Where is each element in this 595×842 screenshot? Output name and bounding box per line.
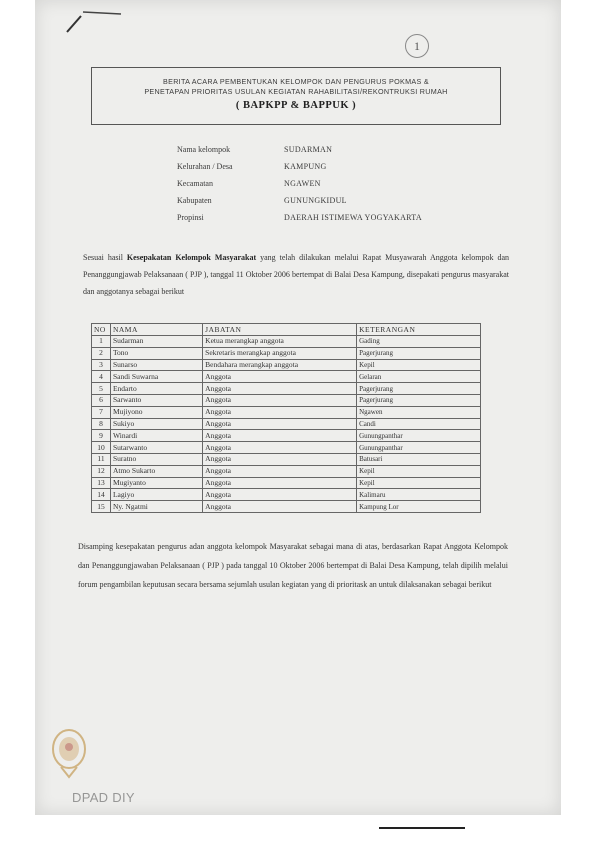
table-row [92, 383, 481, 395]
cell-name: Tono [110, 347, 202, 359]
cell-name: Sarwanto [110, 394, 202, 406]
intro-bold-group: Kelompok Masyarakat [175, 253, 257, 262]
cell-name: Lagiyo [110, 489, 202, 501]
cell-notes: Gunungpanthar [357, 442, 481, 454]
cell-notes: Gunungpanthar [357, 430, 481, 442]
info-label: Kelurahan / Desa [177, 162, 233, 171]
crest-watermark-icon [49, 725, 89, 781]
document-page [35, 0, 561, 815]
cell-notes: Gading [357, 336, 481, 348]
cell-name: Suratno [110, 453, 202, 465]
cell-notes: Kepil [357, 359, 481, 371]
cell-position: Anggota [203, 477, 357, 489]
info-row [177, 162, 422, 179]
table-row [92, 336, 481, 348]
info-value: DAERAH ISTIMEWA YOGYAKARTA [284, 213, 422, 222]
table-row [92, 347, 481, 359]
intro-bold-agreement: Kesepakatan [126, 253, 172, 262]
cell-name: Endarto [110, 383, 202, 395]
cell-position: Anggota [203, 465, 357, 477]
cell-no: 4 [92, 371, 111, 383]
members-table [91, 323, 481, 513]
table-row [92, 430, 481, 442]
cell-notes: Kalimaru [357, 489, 481, 501]
table-header-row [92, 324, 481, 336]
cell-name: Sunarso [110, 359, 202, 371]
table-row [92, 465, 481, 477]
cell-notes: Pagerjurang [357, 383, 481, 395]
cell-position: Anggota [203, 489, 357, 501]
table-row [92, 359, 481, 371]
table-row [92, 501, 481, 513]
info-row [177, 213, 422, 230]
title-line-2: PENETAPAN PRIORITAS USULAN KEGIATAN RAHABILITASI/REKONTRUKSI RUMAH [144, 87, 448, 96]
table-row [92, 477, 481, 489]
table-row [92, 489, 481, 501]
cell-no: 9 [92, 430, 111, 442]
col-header-name: NAMA [110, 324, 202, 336]
col-header-notes: KETERANGAN [357, 324, 481, 336]
cell-position: Ketua merangkap anggota [203, 336, 357, 348]
cell-name: Atmo Sukarto [110, 465, 202, 477]
cell-notes: Ngawen [357, 406, 481, 418]
col-header-no: NO [92, 324, 111, 336]
cell-notes: Kepil [357, 477, 481, 489]
document-title-box [91, 67, 501, 125]
cell-name: Sukiyo [110, 418, 202, 430]
cell-name: Mugiyanto [110, 477, 202, 489]
page-number: 1 [405, 34, 429, 58]
cell-notes: Pagerjurang [357, 347, 481, 359]
info-value: KAMPUNG [284, 162, 327, 171]
info-row [177, 145, 422, 162]
cell-position: Anggota [203, 371, 357, 383]
info-value: NGAWEN [284, 179, 321, 188]
table-row [92, 394, 481, 406]
cell-position: Anggota [203, 394, 357, 406]
cell-position: Anggota [203, 453, 357, 465]
cell-no: 15 [92, 501, 111, 513]
bottom-rule [379, 827, 465, 829]
members-table-body [92, 336, 481, 513]
col-header-position: JABATAN [203, 324, 357, 336]
cell-name: Sutarwanto [110, 442, 202, 454]
cell-no: 1 [92, 336, 111, 348]
cell-position: Anggota [203, 442, 357, 454]
cell-no: 6 [92, 394, 111, 406]
info-row [177, 196, 422, 213]
cell-no: 10 [92, 442, 111, 454]
cell-position: Sekretaris merangkap anggota [203, 347, 357, 359]
archive-watermark: DPAD DIY [72, 790, 135, 805]
title-subtitle: ( BAPKPP & BAPPUK ) [235, 100, 357, 111]
cell-no: 13 [92, 477, 111, 489]
table-row [92, 442, 481, 454]
group-info [177, 145, 422, 230]
cell-no: 5 [92, 383, 111, 395]
cell-no: 3 [92, 359, 111, 371]
cell-notes: Kepil [357, 465, 481, 477]
table-row [92, 406, 481, 418]
cell-no: 12 [92, 465, 111, 477]
info-label: Propinsi [177, 213, 204, 222]
cell-no: 11 [92, 453, 111, 465]
cell-notes: Pagerjurang [357, 394, 481, 406]
cell-name: Sudarman [110, 336, 202, 348]
table-row [92, 371, 481, 383]
info-value: GUNUNGKIDUL [284, 196, 347, 205]
cell-notes: Kampung Lor [357, 501, 481, 513]
table-row [92, 453, 481, 465]
cell-name: Sandi Suwarna [110, 371, 202, 383]
info-label: Kabupaten [177, 196, 212, 205]
intro-text-end: yang telah dilakukan melalui Rapat Musyawarah Anggota kelompok dan Penanggungjawab Pelaksanaan ( PJP ), tanggal 11 Oktober 2006 bertempat di Balai Desa Kampung, disepakati pengurus masyarakat dan anggotanya sebagai berikut [83, 253, 509, 296]
cell-no: 8 [92, 418, 111, 430]
info-label: Nama kelompok [177, 145, 231, 154]
cell-position: Bendahara merangkap anggota [203, 359, 357, 371]
info-label: Kecamatan [177, 179, 213, 188]
cell-notes: Batusari [357, 453, 481, 465]
closing-paragraph: Disamping kesepakatan pengurus adan anggota kelompok Masyarakat sebagai mana di atas, berdasarkan Rapat Anggota Kelompok dan Penanggungjawaban Pelaksanaan ( PJP ) pada tanggal 10 Oktober 2006 bertempat di Balai Desa Kampung, telah dipilih melalui forum pengambilan keputusan secara bersama sejumlah usulan kegiatan yang di prioritask an untuk dilaksanakan sebagai berikut [78, 542, 508, 589]
title-line-1: BERITA ACARA PEMBENTUKAN KELOMPOK DAN PENGURUS POKMAS & [163, 77, 429, 86]
cell-position: Anggota [203, 406, 357, 418]
cell-position: Anggota [203, 501, 357, 513]
cell-no: 2 [92, 347, 111, 359]
cell-position: Anggota [203, 383, 357, 395]
cell-position: Anggota [203, 418, 357, 430]
pen-scribble-mark [63, 2, 123, 38]
cell-position: Anggota [203, 430, 357, 442]
cell-name: Ny. Ngatmi [110, 501, 202, 513]
info-value: SUDARMAN [284, 145, 333, 154]
table-row [92, 418, 481, 430]
cell-name: Mujiyono [110, 406, 202, 418]
cell-notes: Candi [357, 418, 481, 430]
cell-no: 14 [92, 489, 111, 501]
cell-name: Winardi [110, 430, 202, 442]
cell-notes: Gelaran [357, 371, 481, 383]
intro-paragraph [83, 249, 509, 300]
cell-no: 7 [92, 406, 111, 418]
intro-text-start: Sesuai hasil [83, 253, 127, 262]
info-row [177, 179, 422, 196]
